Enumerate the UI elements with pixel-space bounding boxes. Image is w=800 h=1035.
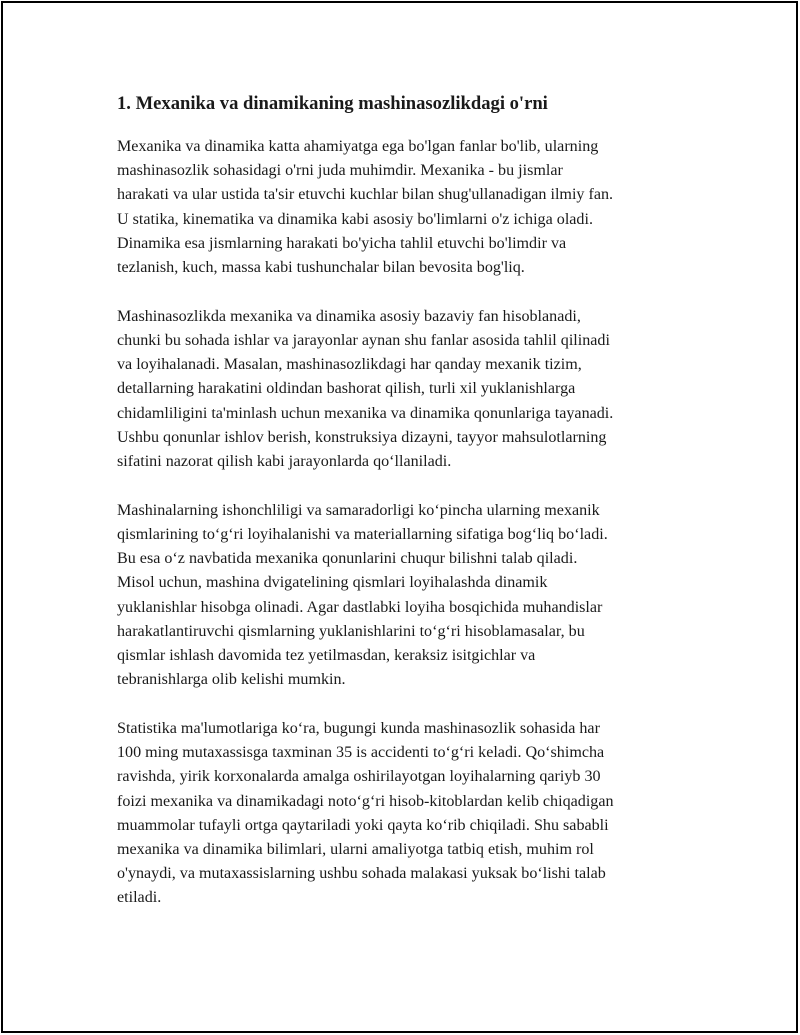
text-line: Mashinalarning ishonchliligi va samaradorligi ko‘pincha ularning mexanik [117, 501, 600, 519]
text-line: va loyihalanadi. Masalan, mashinasozlikdagi har qanday mexanik tizim, [117, 356, 582, 374]
text-line: 100 ming mutaxassisga taxminan 35 is accidenti to‘g‘ri keladi. Qo‘shimcha [117, 744, 605, 762]
text-line: Mexanika va dinamika katta ahamiyatga ega bo'lgan fanlar bo'lib, ularning [117, 138, 599, 155]
text-line: mexanika va dinamika bilimlari, ularni amaliyotga tatbiq etish, muhim rol [117, 841, 594, 859]
text-line: o'ynaydi, va mutaxassislarning ushbu sohada malakasi yuksak bo‘lishi talab [117, 865, 606, 883]
text-line: detallarning harakatini oldindan bashorat qilish, turli xil yuklanishlarga [117, 380, 576, 398]
text-line: tebranishlarga olib kelishi mumkin. [117, 671, 346, 689]
section-heading: 1. Mexanika va dinamikaning mashinasozlikdagi o'rni [117, 93, 548, 114]
paragraph-3 [117, 499, 697, 693]
text-line: etiladi. [117, 889, 162, 907]
text-line: tezlanish, kuch, massa kabi tushunchalar bilan bevosita bog'liq. [117, 259, 525, 277]
text-line: Mashinasozlikda mexanika va dinamika asosiy bazaviy fan hisoblanadi, [117, 307, 581, 325]
text-line: ravishda, yirik korxonalarda amalga oshirilayotgan loyihalarning qariyb 30 [117, 768, 601, 786]
text-line: qismlarining to‘g‘ri loyihalanishi va materiallarning sifatiga bog‘liq bo‘ladi. [117, 526, 608, 544]
text-line: harakati va ular ustida ta'sir etuvchi kuchlar bilan shug'ullanadigan ilmiy fan. [117, 186, 614, 204]
text-line: U statika, kinematika va dinamika kabi asosiy bo'limlarni o'z ichiga oladi. [117, 210, 593, 228]
text-line: yuklanishlar hisobga olinadi. Agar dastlabki loyiha bosqichida muhandislar [117, 598, 603, 616]
paragraph-1 [117, 135, 697, 280]
text-line: Bu esa o‘z navbatida mexanika qonunlarini chuqur bilishni talab qiladi. [117, 550, 578, 568]
document-body [117, 92, 697, 935]
text-line: muammolar tufayli ortga qaytariladi yoki qayta ko‘rib chiqiladi. Shu sababli [117, 816, 609, 834]
text-line: Dinamika esa jismlarning harakati bo'yicha tahlil etuvchi bo'limdir va [117, 234, 567, 252]
paragraph-2 [117, 305, 697, 474]
text-line: chunki bu sohada ishlar va jarayonlar aynan shu fanlar asosida tahlil qilinadi [117, 332, 610, 350]
text-line: Misol uchun, mashina dvigatelining qismlari loyihalashda dinamik [117, 574, 548, 592]
text-line: mashinasozlik sohasidagi o'rni juda muhimdir. Mexanika - bu jismlar [117, 162, 563, 180]
text-line: foizi mexanika va dinamikadagi noto‘g‘ri hisob-kitoblardan kelib chiqadigan [117, 792, 614, 810]
text-line: sifatini nazorat qilish kabi jarayonlarda qo‘llaniladi. [117, 453, 452, 471]
text-line: harakatlantiruvchi qismlarning yuklanishlarini to‘g‘ri hisoblamasalar, bu [117, 622, 585, 640]
text-line: Statistika ma'lumotlariga ko‘ra, bugungi kunda mashinasozlik sohasida har [117, 720, 600, 738]
paragraph-4 [117, 717, 697, 911]
text-line: qismlar ishlash davomida tez yetilmasdan, keraksiz isitgichlar va [117, 647, 536, 665]
text-line: chidamliligini ta'minlash uchun mexanika va dinamika qonunlariga tayanadi. [117, 404, 614, 422]
text-line: Ushbu qonunlar ishlov berish, konstruksiya dizayni, tayyor mahsulotlarning [117, 428, 607, 446]
